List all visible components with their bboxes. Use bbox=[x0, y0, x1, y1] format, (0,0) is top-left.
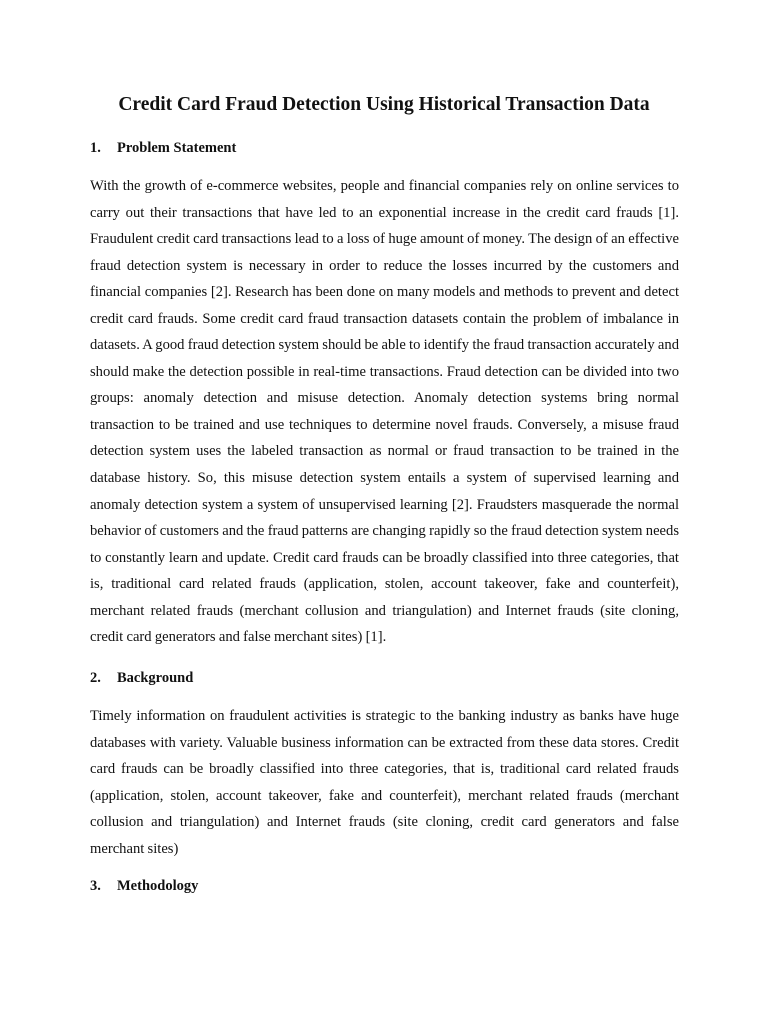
background-paragraph: Timely information on fraudulent activities is strategic to the banking industry as banks have huge databases with variety. Valuable business information can be extracted from these data stores. Credit card frauds can be broadly classified into three categories, that is, traditional card related frauds (application, stolen, account takeover, fake and counterfeit), merchant related frauds (merchant collusion and triangulation) and Internet frauds (site cloning, credit card generators and false merchant sites) bbox=[90, 708, 679, 857]
section-heading-background bbox=[90, 668, 193, 688]
section-heading-methodology bbox=[90, 876, 198, 896]
document-title: Credit Card Fraud Detection Using Historical Transaction Data bbox=[118, 94, 650, 115]
section-title: Methodology bbox=[117, 878, 199, 894]
problem-statement-paragraph: With the growth of e-commerce websites, people and financial companies rely on online services to carry out their transactions that have led to an exponential increase in the credit card frauds [1]. Fraudulent credit card transactions lead to a loss of huge amount of money. The design of an effective fraud detection system is necessary in order to reduce the losses incurred by the customers and financial companies [2]. Research has been done on many models and methods to prevent and detect credit card frauds. Some credit card fraud transaction datasets contain the problem of imbalance in datasets. A good fraud detection system should be able to identify the fraud transaction accurately and should make the detection possible in real-time transactions. Fraud detection can be divided into two groups: anomaly detection and misuse detection. Anomaly detection systems bring normal transaction to be trained and use techniques to determine novel frauds. Conversely, a misuse fraud detection system uses the labeled transaction as normal or fraud transaction to be trained in the database history. So, this misuse detection system entails a system of supervised learning and anomaly detection system a system of unsupervised learning [2]. Fraudsters masquerade the normal behavior of customers and the fraud patterns are changing rapidly so the fraud detection system needs to constantly learn and update. Credit card frauds can be broadly classified into three categories, that is, traditional card related frauds (application, stolen, account takeover, fake and counterfeit), merchant related frauds (merchant collusion and triangulation) and Internet frauds (site cloning, credit card generators and false merchant sites) [1]. bbox=[90, 178, 679, 646]
section-number: 3. bbox=[90, 878, 101, 894]
section-title: Problem Statement bbox=[117, 140, 237, 156]
section-number: 2. bbox=[90, 670, 101, 686]
section-title: Background bbox=[117, 670, 194, 686]
section-heading-problem-statement bbox=[90, 138, 236, 158]
section-number: 1. bbox=[90, 140, 101, 156]
